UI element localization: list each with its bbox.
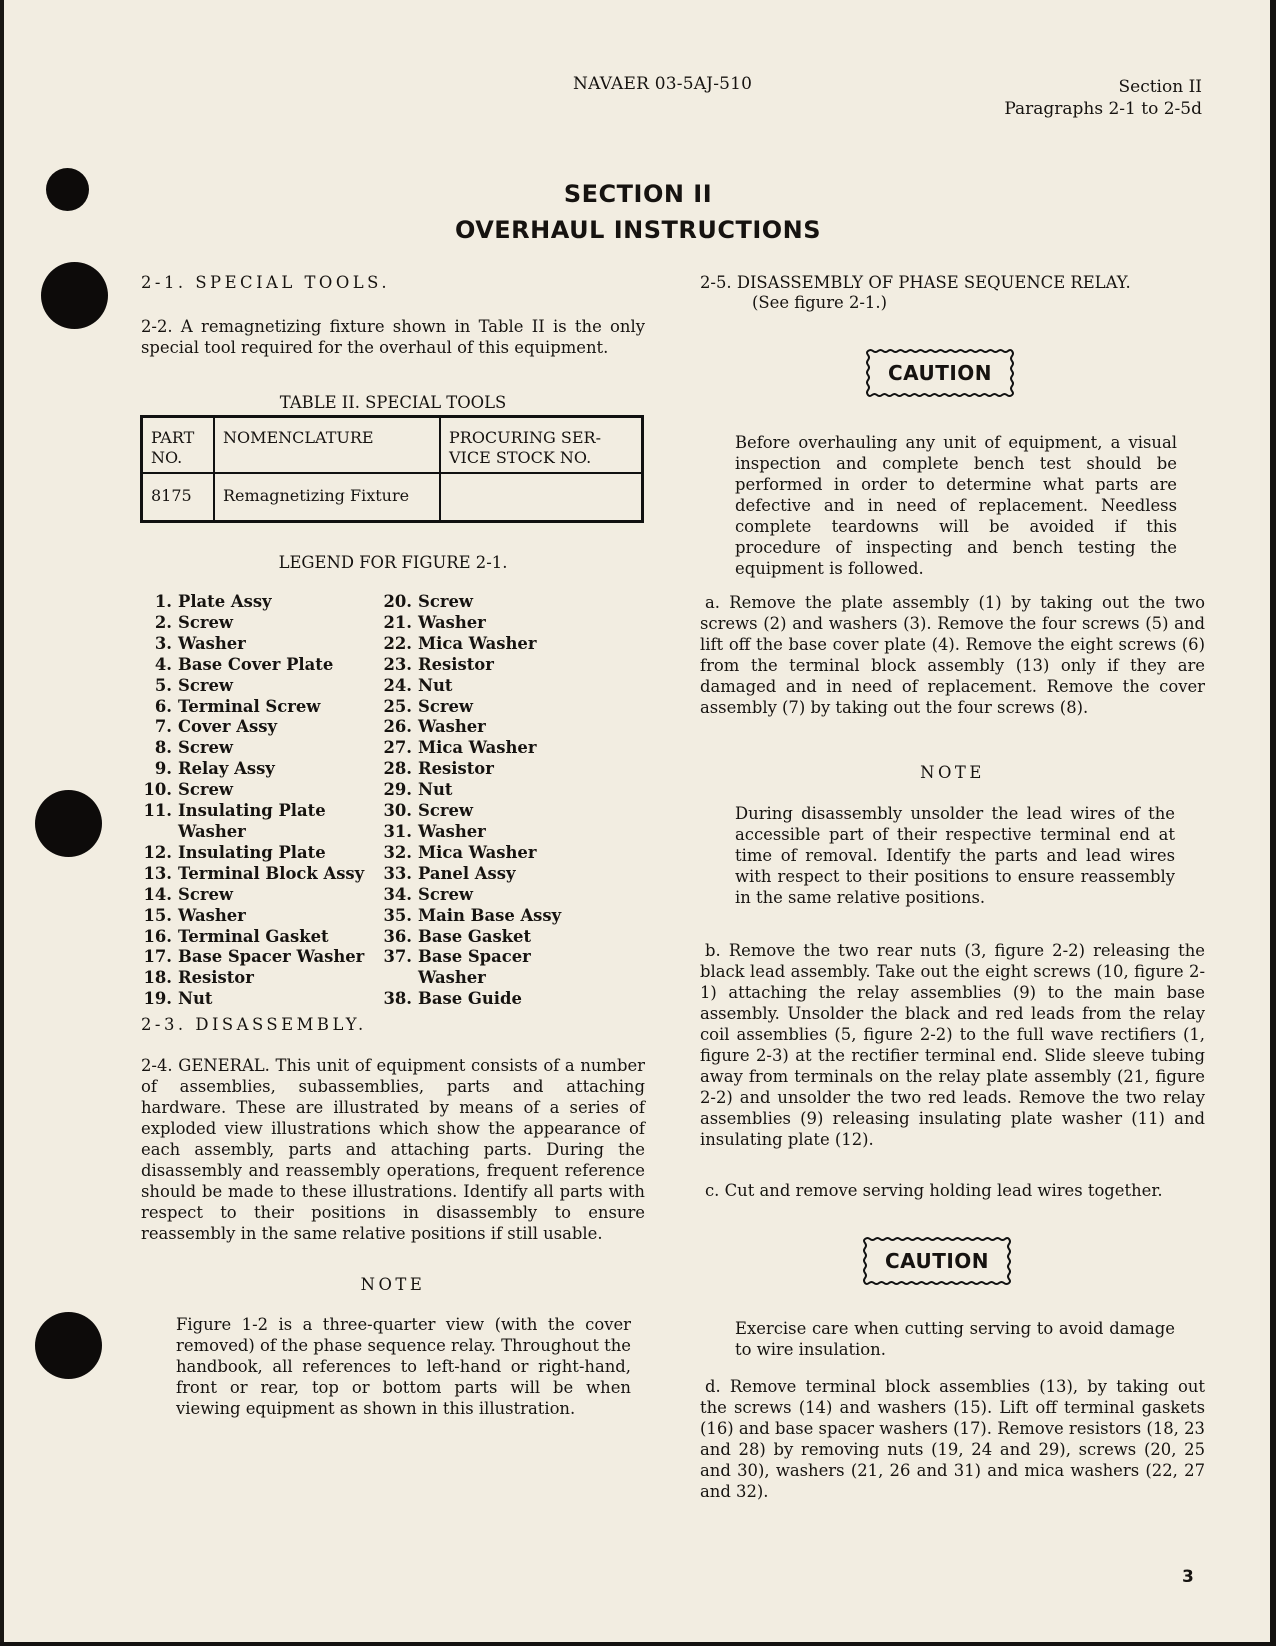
column-header-part-no: PART NO. bbox=[142, 417, 215, 474]
legend-item-number: 15. bbox=[143, 905, 172, 925]
legend-item-number: 13. bbox=[143, 863, 172, 883]
legend-item-label: Base Guide bbox=[418, 989, 522, 1009]
legend-item-label: Terminal Screw bbox=[178, 696, 321, 716]
legend-item-label: Base Spacer bbox=[418, 947, 531, 967]
heading-2-3: 2-3. DISASSEMBLY. bbox=[141, 1015, 367, 1034]
document-number: NAVAER 03-5AJ-510 bbox=[573, 74, 753, 94]
legend-item-label: Washer bbox=[418, 968, 486, 988]
legend-item-label: Cover Assy bbox=[178, 717, 277, 737]
legend-item-number: 7. bbox=[154, 717, 172, 737]
legend-item-number: 17. bbox=[143, 947, 172, 967]
legend-item-label: Screw bbox=[418, 696, 473, 716]
legend-item-number: 20. bbox=[383, 592, 412, 611]
heading-2-5-reference: (See figure 2-1.) bbox=[752, 293, 887, 312]
page-edge-left bbox=[0, 0, 4, 1646]
legend-item bbox=[136, 655, 376, 676]
legend-item bbox=[136, 613, 376, 634]
caution-box bbox=[865, 348, 1015, 398]
legend-item-number: 34. bbox=[383, 884, 412, 904]
legend-item bbox=[136, 634, 376, 655]
legend-item-number: 26. bbox=[383, 717, 412, 737]
legend-item-label: Plate Assy bbox=[178, 592, 272, 611]
legend-item bbox=[376, 655, 626, 676]
legend-item-label: Resistor bbox=[418, 759, 494, 779]
caution-text: Before overhauling any unit of equipment, a visual inspection and complete bench test should be performed in order to determine what parts are defective and in need of replacement. Needless complete teardowns will be avoided if this procedure of inspecting and bench testing the equipment is followed. bbox=[735, 433, 1177, 578]
legend-item-label: Insulating Plate bbox=[178, 842, 326, 862]
legend-item-number: 11. bbox=[143, 801, 172, 821]
legend-item bbox=[376, 676, 626, 697]
legend-item bbox=[136, 759, 376, 780]
legend-item-label: Relay Assy bbox=[178, 759, 275, 779]
caution-text: Exercise care when cutting serving to avoid damage to wire insulation. bbox=[735, 1319, 1175, 1359]
legend-item bbox=[376, 906, 626, 927]
legend-item-number bbox=[376, 968, 418, 989]
cell-nomenclature: Remagnetizing Fixture bbox=[214, 473, 440, 522]
cell-stock-no bbox=[440, 473, 643, 522]
legend-item bbox=[136, 676, 376, 697]
legend-item bbox=[376, 801, 626, 822]
legend-item-label: Screw bbox=[178, 884, 233, 904]
legend-item bbox=[376, 822, 626, 843]
legend-item bbox=[376, 613, 626, 634]
legend-item-label: Screw bbox=[178, 780, 233, 800]
legend-item-number: 36. bbox=[383, 926, 412, 946]
legend-item-number: 35. bbox=[383, 905, 412, 925]
step-c: c. Cut and remove serving holding lead wires together. bbox=[705, 1181, 1163, 1200]
legend-item-number: 27. bbox=[383, 738, 412, 758]
heading-2-5: 2-5. DISASSEMBLY OF PHASE SEQUENCE RELAY. bbox=[700, 273, 1131, 292]
binder-hole-icon bbox=[35, 790, 102, 857]
legend-item-number: 30. bbox=[383, 801, 412, 821]
legend-item-label: Panel Assy bbox=[418, 863, 516, 883]
legend-item-label: Terminal Gasket bbox=[178, 926, 329, 946]
legend-item-label: Nut bbox=[418, 780, 453, 800]
legend-item bbox=[376, 717, 626, 738]
legend-item-number: 24. bbox=[383, 675, 412, 695]
legend-item-number: 9. bbox=[154, 759, 172, 779]
legend-item-number: 3. bbox=[154, 633, 172, 653]
legend-item-label: Washer bbox=[418, 821, 486, 841]
column-header-nomenclature: NOMENCLATURE bbox=[214, 417, 440, 474]
legend-item bbox=[136, 801, 376, 822]
legend-item-number: 32. bbox=[383, 842, 412, 862]
legend-item-label: Washer bbox=[418, 612, 486, 632]
note-title: NOTE bbox=[920, 763, 985, 782]
legend-item-label: Mica Washer bbox=[418, 633, 537, 653]
table-row bbox=[142, 473, 643, 522]
legend-item-number: 8. bbox=[154, 738, 172, 758]
note-title: NOTE bbox=[360, 1275, 426, 1294]
special-tools-table bbox=[140, 415, 644, 523]
legend-item-label: Screw bbox=[418, 592, 473, 611]
cell-part-no: 8175 bbox=[142, 473, 215, 522]
legend-item-label: Mica Washer bbox=[418, 842, 537, 862]
legend-item-label: Base Cover Plate bbox=[178, 654, 334, 674]
legend-item bbox=[136, 927, 376, 948]
section-subtitle: OVERHAUL INSTRUCTIONS bbox=[454, 216, 822, 244]
legend-item-number: 2. bbox=[154, 612, 172, 632]
binder-hole-icon bbox=[41, 262, 108, 329]
legend-column-1 bbox=[136, 592, 376, 1010]
legend-item-number: 33. bbox=[383, 863, 412, 883]
column-header-stock-no: PROCURING SER-VICE STOCK NO. bbox=[440, 417, 643, 474]
figure-legend bbox=[136, 592, 626, 1010]
legend-item-number: 29. bbox=[383, 780, 412, 800]
page-edge-right bbox=[1270, 0, 1276, 1646]
legend-item bbox=[376, 697, 626, 718]
legend-item-label: Screw bbox=[418, 884, 473, 904]
legend-item-number: 25. bbox=[383, 696, 412, 716]
paragraph-range: Paragraphs 2-1 to 2-5d bbox=[1004, 99, 1202, 119]
note-text: Figure 1-2 is a three-quarter view (with the cover removed) of the phase sequence relay. Throughout the handbook, all references to left-hand or right-hand, front or rear, top or bottom parts will be when viewing equipment as shown in this illustration. bbox=[176, 1315, 631, 1418]
legend-item-number: 14. bbox=[143, 884, 172, 904]
legend-item-number: 19. bbox=[143, 989, 172, 1009]
legend-item-label: Washer bbox=[178, 633, 246, 653]
legend-item-label: Washer bbox=[178, 905, 246, 925]
legend-item bbox=[136, 989, 376, 1010]
table-header-row bbox=[142, 417, 643, 474]
legend-item-label: Resistor bbox=[178, 968, 254, 988]
section-reference bbox=[1004, 76, 1202, 120]
legend-item bbox=[136, 822, 376, 843]
legend-item-label: Washer bbox=[418, 717, 486, 737]
legend-item-label: Nut bbox=[178, 989, 213, 1009]
caution-box bbox=[862, 1236, 1012, 1286]
page-edge-bottom bbox=[0, 1642, 1276, 1646]
step-b: b. Remove the two rear nuts (3, figure 2-2) releasing the black lead assembly. Take out the eight screws (10, figure 2-1) attaching the relay assemblies (9) to the main base assembly. Unsolder the black and red leads from the relay coil assemblies (5, figure 2-2) to the full wave rectifiers (1, figure 2-3) at the rectifier terminal end. Slide sleeve tubing away from terminals on the relay plate assembly (21, figure 2-2) and unsolder the two red leads. Remove the two relay assemblies (9) releasing insulating plate washer (11) and insulating plate (12). bbox=[700, 941, 1205, 1149]
heading-2-1: 2-1. SPECIAL TOOLS. bbox=[141, 273, 391, 292]
legend-item-number: 23. bbox=[383, 654, 412, 674]
binder-hole-icon bbox=[35, 1312, 102, 1379]
legend-item-number bbox=[136, 822, 178, 843]
legend-item-label: Terminal Block Assy bbox=[178, 863, 365, 883]
legend-item-label: Base Spacer Washer bbox=[178, 947, 365, 967]
legend-item-number: 21. bbox=[383, 612, 412, 632]
legend-item bbox=[376, 738, 626, 759]
legend-item-label: Screw bbox=[418, 801, 473, 821]
legend-item bbox=[136, 697, 376, 718]
legend-item bbox=[376, 634, 626, 655]
legend-item bbox=[376, 592, 626, 613]
legend-item-number: 31. bbox=[383, 821, 412, 841]
legend-title: LEGEND FOR FIGURE 2-1. bbox=[278, 553, 508, 572]
section-title: SECTION II bbox=[563, 180, 713, 208]
legend-item bbox=[136, 717, 376, 738]
legend-item bbox=[376, 843, 626, 864]
legend-item bbox=[136, 780, 376, 801]
legend-item-number: 22. bbox=[383, 633, 412, 653]
page-number: 3 bbox=[1182, 1567, 1194, 1587]
paragraph-2-2: 2-2. A remagnetizing fixture shown in Table II is the only special tool required for the overhaul of this equipment. bbox=[141, 317, 645, 357]
legend-item bbox=[136, 947, 376, 968]
legend-item-label: Screw bbox=[178, 675, 233, 695]
note-text: During disassembly unsolder the lead wires of the accessible part of their respective terminal end at time of removal. Identify the parts and lead wires with respect to their positions to ensure reassembly in the same relative positions. bbox=[735, 804, 1175, 907]
legend-item bbox=[136, 592, 376, 613]
legend-item-number: 37. bbox=[383, 947, 412, 967]
legend-item-label: Resistor bbox=[418, 654, 494, 674]
step-a: a. Remove the plate assembly (1) by taking out the two screws (2) and washers (3). Remove the four screws (5) and lift off the base cover plate (4). Remove the eight screws (6) from the terminal block assembly (13) only if they are damaged and in need of replacement. Remove the cover assembly (7) by taking out the four screws (8). bbox=[700, 593, 1205, 717]
step-d: d. Remove terminal block assemblies (13), by taking out the screws (14) and washers (15). Lift off terminal gaskets (16) and base spacer washers (17). Remove resistors (18, 23 and 28) by removing nuts (19, 24 and 29), screws (20, 25 and 30), washers (21, 26 and 31) and mica washers (22, 27 and 32). bbox=[700, 1377, 1205, 1501]
legend-item bbox=[136, 843, 376, 864]
legend-item-number: 38. bbox=[383, 989, 412, 1009]
legend-item bbox=[376, 927, 626, 948]
legend-item-label: Insulating Plate bbox=[178, 801, 326, 821]
legend-item bbox=[136, 885, 376, 906]
table-caption: TABLE II. SPECIAL TOOLS bbox=[279, 393, 507, 412]
section-label: Section II bbox=[1118, 77, 1202, 97]
legend-item-number: 5. bbox=[154, 675, 172, 695]
legend-item-number: 4. bbox=[154, 654, 172, 674]
legend-item-number: 18. bbox=[143, 968, 172, 988]
legend-item-number: 28. bbox=[383, 759, 412, 779]
legend-item-number: 10. bbox=[143, 780, 172, 800]
legend-item bbox=[376, 885, 626, 906]
legend-item-number: 16. bbox=[143, 926, 172, 946]
legend-item bbox=[376, 989, 626, 1010]
legend-item-label: Screw bbox=[178, 738, 233, 758]
legend-item bbox=[136, 906, 376, 927]
legend-item-label: Base Gasket bbox=[418, 926, 532, 946]
legend-item bbox=[136, 864, 376, 885]
legend-item-number: 6. bbox=[154, 696, 172, 716]
caution-label: CAUTION bbox=[884, 1248, 990, 1273]
paragraph-2-4: 2-4. GENERAL. This unit of equipment consists of a number of assemblies, subassemblies, parts and attaching hardware. These are illustrated by means of a series of exploded view illustrations which show the appearance of each assembly, parts and attaching parts. During the disassembly and reassembly operations, frequent reference should be made to these illustrations. Identify all parts with respect to their positions in disassembly to ensure reassembly in the same relative positions if still usable. bbox=[141, 1056, 645, 1243]
legend-item bbox=[376, 947, 626, 968]
legend-item bbox=[136, 968, 376, 989]
legend-item bbox=[136, 738, 376, 759]
caution-label: CAUTION bbox=[887, 360, 993, 385]
legend-item-label: Nut bbox=[418, 675, 453, 695]
legend-item-label: Mica Washer bbox=[418, 738, 537, 758]
legend-item bbox=[376, 780, 626, 801]
legend-item bbox=[376, 759, 626, 780]
legend-item-number: 1. bbox=[154, 592, 172, 611]
legend-item-label: Screw bbox=[178, 612, 233, 632]
legend-column-2 bbox=[376, 592, 626, 1010]
legend-item bbox=[376, 864, 626, 885]
legend-item-label: Washer bbox=[178, 821, 246, 841]
legend-item bbox=[376, 968, 626, 989]
legend-item-number: 12. bbox=[143, 842, 172, 862]
legend-item-label: Main Base Assy bbox=[418, 905, 562, 925]
